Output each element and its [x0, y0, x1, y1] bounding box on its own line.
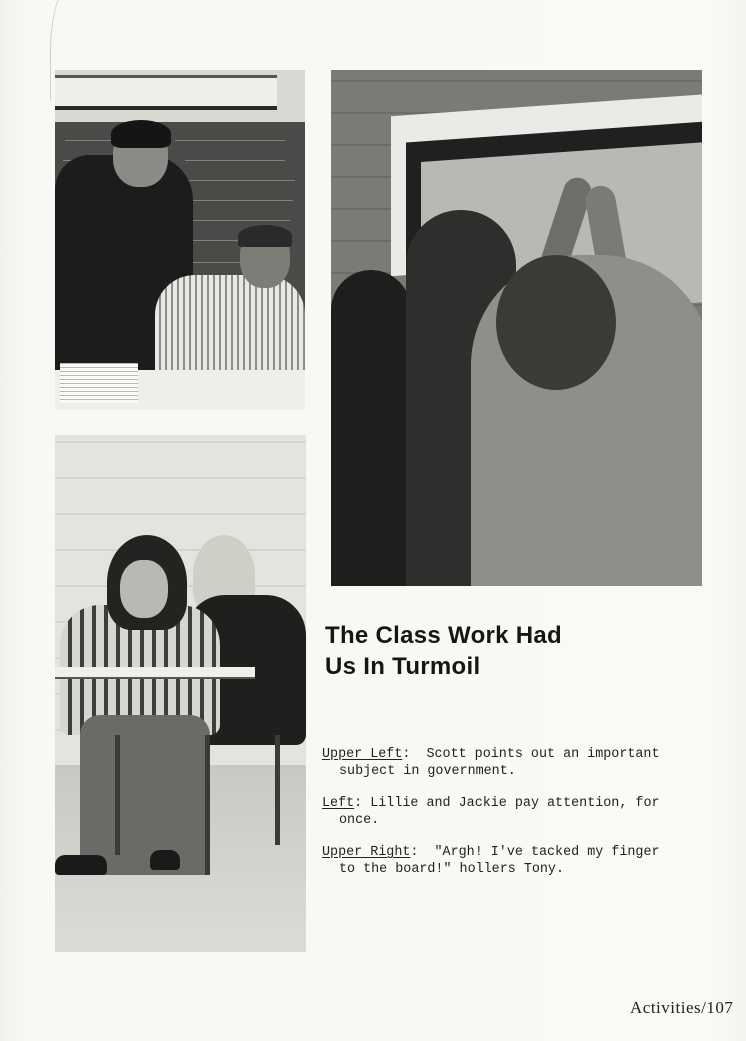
- caption-separator: :: [410, 845, 435, 860]
- caption-label: Left: [322, 796, 355, 811]
- headline-line-1: The Class Work Had: [325, 622, 563, 649]
- photo-upper-left: [55, 70, 305, 410]
- student-head: [496, 255, 616, 390]
- caption-separator: :: [402, 747, 427, 762]
- caption-upper-left: [322, 746, 682, 780]
- headline-line-2: Us In Turmoil: [325, 653, 481, 680]
- school-desk: [55, 667, 255, 679]
- caption-label: Upper Left: [322, 747, 403, 762]
- page-number: Activities/107: [630, 998, 734, 1017]
- page-headline: [325, 620, 685, 682]
- student-legs: [80, 715, 210, 875]
- ceiling-light: [55, 75, 277, 110]
- caption-left: [322, 795, 682, 829]
- caption-upper-right: [322, 844, 682, 878]
- caption-text: Scott points out an important subject in government.: [339, 747, 660, 779]
- paper-stack: [60, 363, 138, 403]
- student-silhouette: [331, 270, 411, 586]
- caption-separator: :: [354, 796, 371, 811]
- caption-label: Upper Right: [322, 845, 411, 860]
- photo-lower-left: [55, 435, 306, 952]
- caption-text: "Argh! I've tacked my finger to the board!" hollers Tony.: [339, 845, 660, 877]
- photo-upper-right: [331, 70, 702, 586]
- sneaker: [55, 855, 107, 875]
- caption-text: Lillie and Jackie pay attention, for once.: [339, 796, 660, 828]
- photo-captions: [322, 746, 682, 893]
- sneaker: [150, 850, 180, 870]
